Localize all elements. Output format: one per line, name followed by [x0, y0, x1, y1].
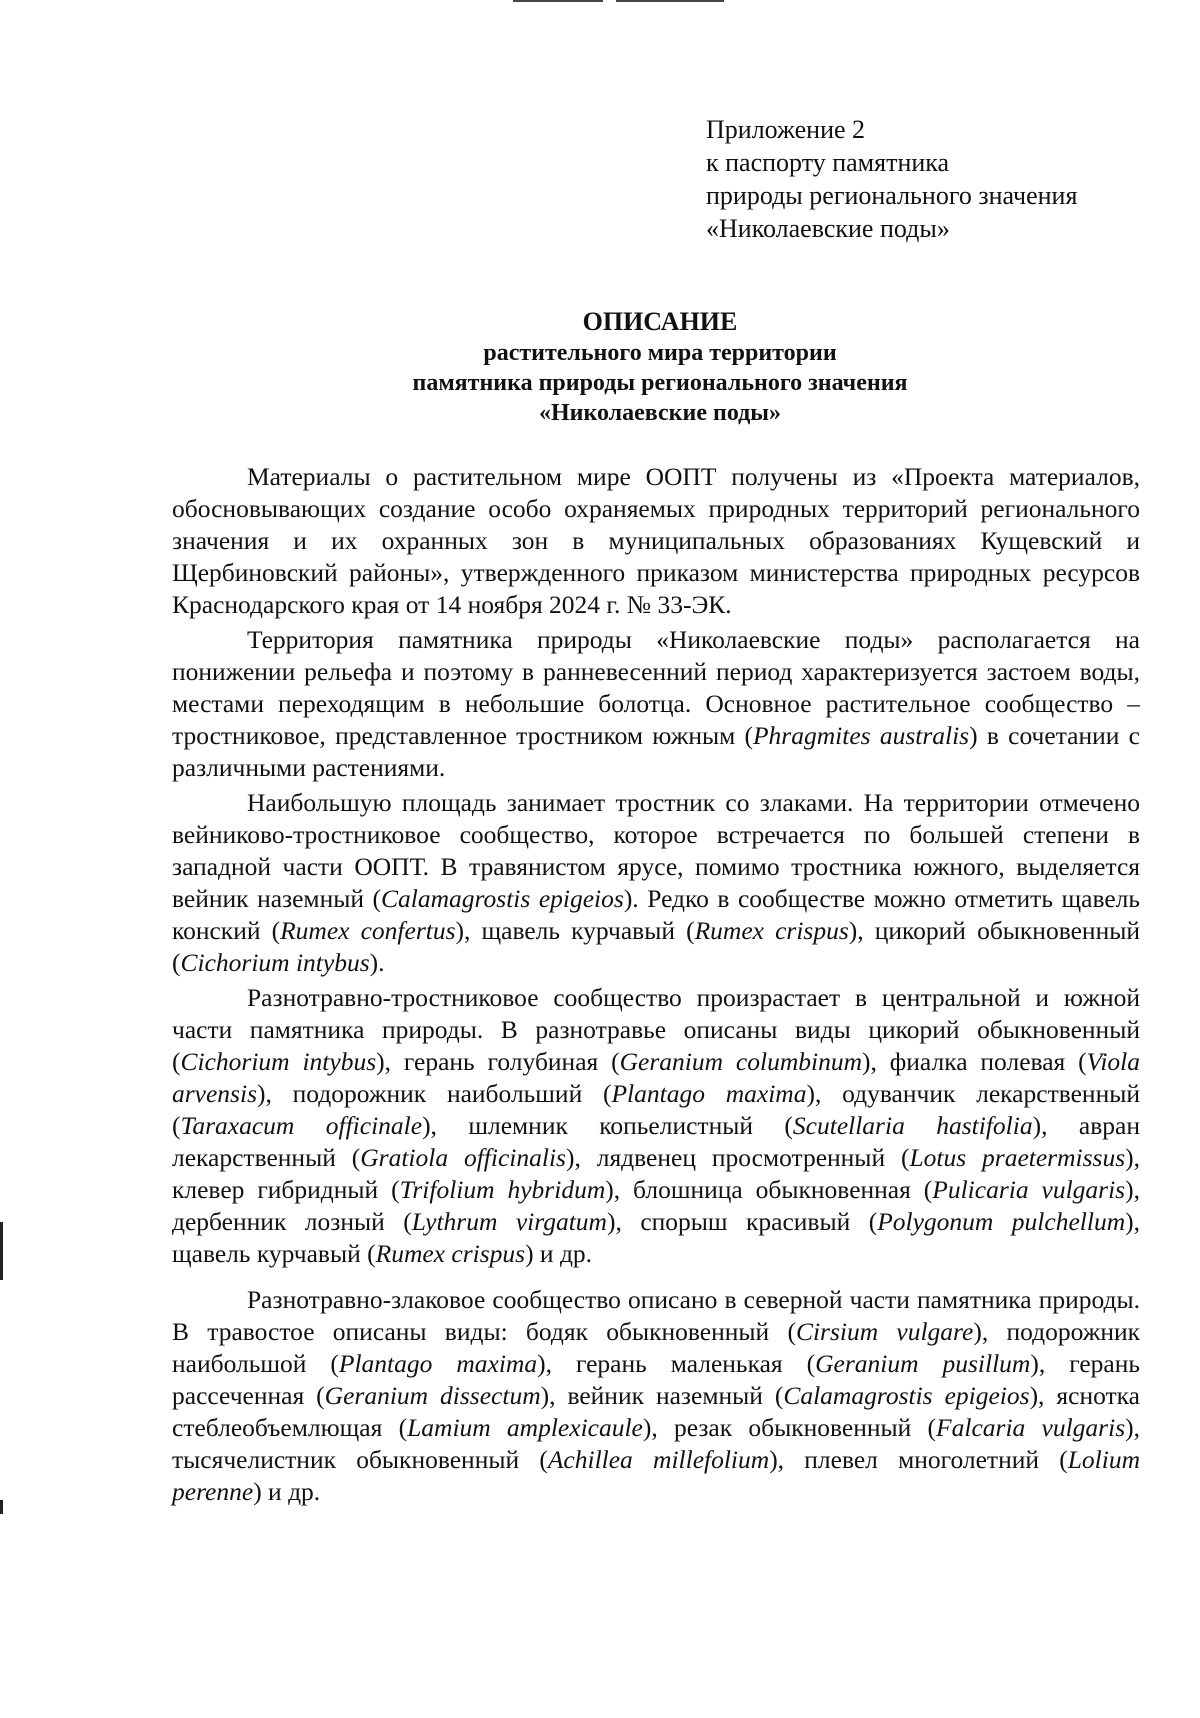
species-latin-name: Cichorium intybus [180, 1047, 377, 1076]
text-run: ), щавель курчавый ( [172, 1207, 1140, 1268]
document-body [172, 461, 1140, 1511]
text-run: ), яснотка стеблеобъемлющая ( [172, 1381, 1140, 1442]
title-line: растительного мира территории [483, 340, 837, 366]
text-run: ), резак обыкновенный ( [642, 1413, 937, 1442]
text-run: ), вейник наземный ( [540, 1381, 784, 1410]
text-run: ), тысячелистник обыкновенный ( [172, 1413, 1140, 1474]
text-run: ), шлемник копьелистный ( [422, 1111, 793, 1140]
text-run: Территория памятника природы «Николаевские поды» располагается на понижении рельефа и поэтому в ранневесенний период характеризуется застоем воды, местами переходящим в небольшие болотца. Основное растительное сообщество – тростниковое, представленное тростником южным ( [172, 625, 1140, 750]
species-latin-name: Scutellaria hastifolia [792, 1111, 1033, 1140]
text-run: ), спорыш красивый ( [606, 1207, 878, 1236]
title-main: ОПИСАНИЕ [582, 307, 738, 336]
species-latin-name: Rumex confertus [280, 916, 456, 945]
paragraph [172, 1284, 1140, 1508]
appendix-line: Приложение 2 [706, 115, 866, 144]
text-run: ), клевер гибридный ( [172, 1143, 1141, 1204]
text-run: ), подорожник наибольшой ( [172, 1317, 1140, 1378]
scan-edge-mark [0, 1500, 3, 1514]
text-run: Наибольшую площадь занимает тростник со злаками. На территории отмечено вейниково-тростниковое сообщество, которое встречается по большей степени в западной части ООПТ. В травянистом ярусе, помимо тростника южного, выделяется вейник наземный ( [172, 788, 1140, 913]
text-run: ). [369, 948, 385, 977]
species-latin-name: Geranium columbinum [619, 1047, 863, 1076]
species-latin-name: Calamagrostis epigeios [381, 884, 624, 913]
text-run: ), герань маленькая ( [537, 1349, 816, 1378]
species-latin-name: Cichorium intybus [180, 948, 370, 977]
species-latin-name: Falcaria vulgaris [936, 1413, 1126, 1442]
paragraph [172, 982, 1140, 1270]
species-latin-name: Geranium dissectum [324, 1381, 541, 1410]
scan-top-rule [616, 0, 724, 2]
title-line: памятника природы регионального значения [412, 370, 908, 396]
text-run: ), щавель курчавый ( [455, 916, 695, 945]
species-latin-name: Cirsium vulgare [795, 1317, 974, 1346]
species-latin-name: Lotus praetermissus [909, 1143, 1126, 1172]
appendix-line: «Николаевские поды» [706, 214, 950, 243]
text-run: Материалы о растительном мире ООПТ получены из «Проекта материалов, обосновывающих создание особо охраняемых природных территорий регионального значения и их охранных зон в муниципальных образованиях Кущевский и Щербиновский районы», утвержденного приказом министерства природных ресурсов Краснодарского края от 14 ноября 2024 г. № 33-ЭК. [172, 462, 1140, 619]
species-latin-name: Geranium pusillum [815, 1349, 1031, 1378]
scan-top-rule [513, 0, 603, 2]
text-run: ), авран лекарственный ( [172, 1111, 1140, 1172]
species-latin-name: Plantago maxima [338, 1349, 538, 1378]
text-run: ), одуванчик лекарственный ( [172, 1079, 1140, 1140]
species-latin-name: Phragmites australis [752, 721, 970, 750]
text-run: Разнотравно-тростниковое сообщество произрастает в центральной и южной части памятника природы. В разнотравье описаны виды цикорий обыкновенный ( [172, 983, 1140, 1076]
text-run: ) и др. [525, 1239, 593, 1268]
text-run: ), лядвенец просмотренный ( [565, 1143, 910, 1172]
text-run: ) в сочетании с различными растениями. [172, 721, 1140, 782]
species-latin-name: Achillea millefolium [547, 1445, 770, 1474]
text-run: ), цикорий обыкновенный ( [172, 916, 1140, 977]
text-run: ), герань голубиная ( [376, 1047, 620, 1076]
species-latin-name: Gratiola officinalis [360, 1143, 566, 1172]
scan-edge-mark [0, 1222, 3, 1280]
appendix-line: к паспорту памятника [706, 148, 950, 177]
appendix-header [706, 113, 1077, 245]
species-latin-name: Trifolium hybridum [399, 1175, 606, 1204]
text-run: Разнотравно-злаковое сообщество описано в северной части памятника природы. В травостое описаны виды: бодяк обыкновенный ( [172, 1285, 1140, 1346]
species-latin-name: Lythrum virgatum [411, 1207, 607, 1236]
species-latin-name: Rumex crispus [375, 1239, 526, 1268]
appendix-line: природы регионального значения [706, 181, 1078, 210]
species-latin-name: Viola arvensis [172, 1047, 1140, 1108]
text-run: ) и др. [253, 1477, 321, 1506]
document-title [170, 306, 1150, 428]
text-run: ), герань рассеченная ( [172, 1349, 1141, 1410]
text-run: ), фиалка полевая ( [862, 1047, 1087, 1076]
species-latin-name: Calamagrostis epigeios [783, 1381, 1030, 1410]
species-latin-name: Polygonum pulchellum [877, 1207, 1126, 1236]
species-latin-name: Pulicaria vulgaris [932, 1175, 1126, 1204]
species-latin-name: Rumex crispus [694, 916, 849, 945]
title-line: «Николаевские поды» [538, 400, 782, 426]
species-latin-name: Plantago maxima [611, 1079, 807, 1108]
species-latin-name: Lamium amplexicaule [407, 1413, 643, 1442]
text-run: ). Редко в сообществе можно отметить щавель конский ( [172, 884, 1141, 945]
paragraph [172, 624, 1140, 784]
text-run: ), плевел многолетний ( [769, 1445, 1068, 1474]
paragraph [172, 787, 1140, 979]
text-run: ), подорожник наибольший ( [257, 1079, 612, 1108]
species-latin-name: Lolium perenne [172, 1445, 1140, 1506]
text-run: ), блошница обыкновенная ( [605, 1175, 933, 1204]
paragraph [172, 461, 1140, 621]
text-run: ), дербенник лозный ( [172, 1175, 1140, 1236]
species-latin-name: Taraxacum officinale [180, 1111, 423, 1140]
